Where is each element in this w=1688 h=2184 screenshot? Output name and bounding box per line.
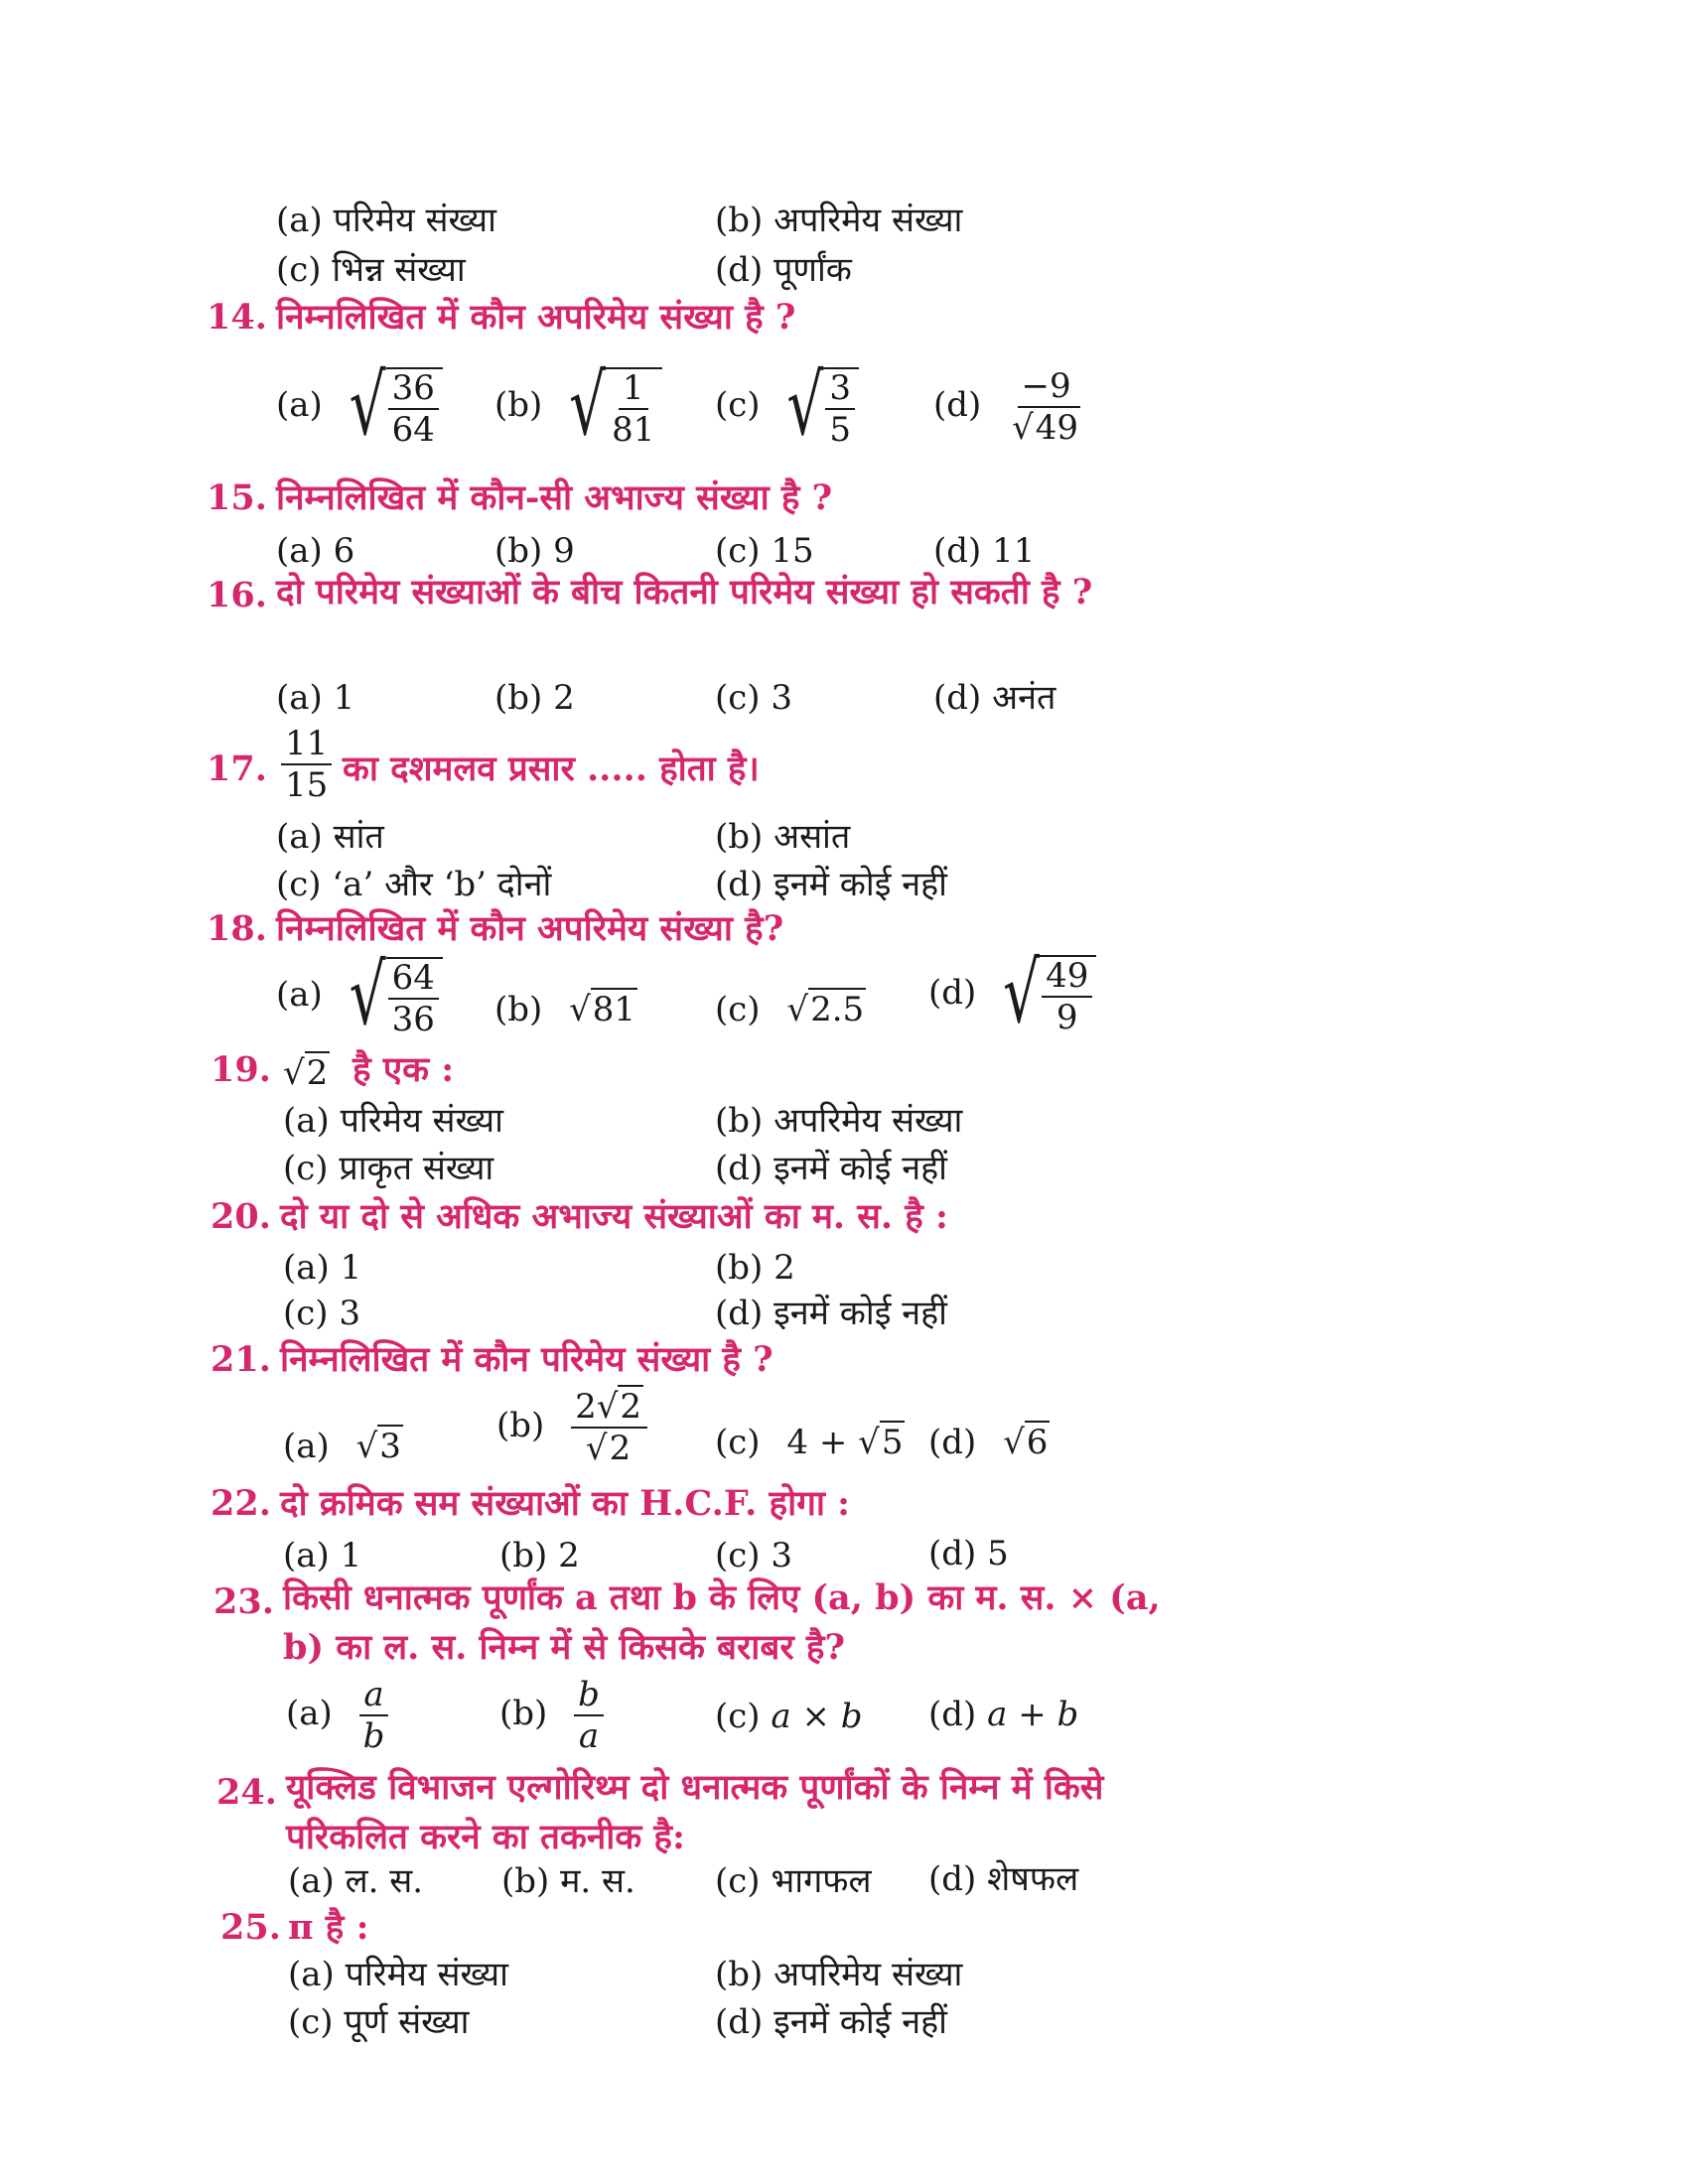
question-text: π है : <box>288 1907 369 1948</box>
denominator: 15 <box>285 765 329 805</box>
numerator: 49 <box>1042 959 1092 998</box>
question-number: 19. <box>211 1049 271 1090</box>
question-number: 16. <box>207 575 267 615</box>
option-a: (a) सांत <box>276 817 384 857</box>
denominator: a <box>578 1716 600 1756</box>
root-expression: √2 <box>283 1053 329 1093</box>
option-a: (a) परिमेय संख्या <box>288 1955 508 1994</box>
numerator: 1 <box>619 371 648 410</box>
question-text: का दशमलव प्रसार ..... होता है। <box>343 749 760 789</box>
option-c: (c) पूर्ण संख्या <box>288 2002 470 2042</box>
option-a: (a) √ $\frac{64}{36}$ <box>276 957 443 1036</box>
denominator-radicand: 2 <box>609 1429 632 1468</box>
question-number: 17. <box>207 749 267 789</box>
option-d: (d) इनमें कोई नहीं <box>715 1294 947 1333</box>
question-number: 14. <box>207 297 267 338</box>
option-b: (b) असांत <box>715 817 851 857</box>
numerator: −9 <box>1018 369 1075 408</box>
option-d: (d) √ $\frac{49}{9}$ <box>928 955 1096 1034</box>
option-a: (a) परिमेय संख्या <box>283 1101 503 1141</box>
option-d: (d) शेषफल <box>928 1859 1079 1899</box>
numerator: 36 <box>388 371 439 410</box>
denominator: 36 <box>391 1000 435 1039</box>
option-b: (b) √ $\frac{1}{81}$ <box>494 367 662 447</box>
question-number: 24. <box>216 1772 277 1813</box>
numerator: 11 <box>281 727 332 765</box>
question-text: निम्नलिखित में कौन अपरिमेय संख्या है? <box>276 908 784 949</box>
option-label: (b) <box>496 1406 545 1445</box>
denominator: 64 <box>391 410 435 450</box>
option-label: (c) <box>715 1423 761 1462</box>
option-d: (d) इनमें कोई नहीं <box>715 2002 947 2042</box>
option-b: (b) म. स. <box>501 1861 635 1901</box>
numerator-radicand: 2 <box>620 1387 642 1427</box>
numerator: a <box>359 1678 387 1716</box>
option-a: (a) 1 <box>276 678 355 718</box>
option-label: (a) <box>286 1694 333 1733</box>
option-b: (b) अपरिमेय संख्या <box>715 1101 963 1141</box>
question-text: निम्नलिखित में कौन-सी अभाज्य संख्या है ? <box>276 478 833 518</box>
option-a: (a) √3 <box>283 1427 401 1466</box>
denominator: 5 <box>829 410 851 450</box>
option-a: (a) 1 <box>283 1536 362 1575</box>
option-c: (c) 3 <box>283 1294 361 1333</box>
option-label: (d) <box>933 385 982 425</box>
option-label: (c) <box>715 1697 761 1736</box>
radicand: 5 <box>881 1423 904 1462</box>
option-a: (a) परिमेय संख्या <box>276 201 496 240</box>
option-label: (a) <box>276 975 323 1015</box>
question-number: 25. <box>220 1907 281 1948</box>
option-label: (b) <box>494 385 543 425</box>
option-label: (c) <box>715 990 761 1029</box>
question-number: 20. <box>211 1196 271 1237</box>
option-b: (b) √81 <box>494 990 636 1029</box>
question-text: दो परिमेय संख्याओं के बीच कितनी परिमेय संख्या हो सकती है ? <box>276 572 1093 613</box>
question-text: है एक : <box>352 1049 455 1090</box>
option-a: (a) 6 <box>276 531 355 571</box>
numerator: 3 <box>825 371 855 410</box>
option-d: (d) इनमें कोई नहीं <box>715 865 947 904</box>
denominator: 9 <box>1055 998 1078 1037</box>
numerator: 64 <box>388 961 439 1000</box>
question-number: 18. <box>207 908 267 949</box>
radicand: 3 <box>379 1427 401 1466</box>
option-d: (d) इनमें कोई नहीं <box>715 1149 947 1188</box>
option-c: (c) प्राकृत संख्या <box>283 1149 494 1188</box>
denominator: b <box>362 1716 385 1756</box>
option-a: (a) 1 <box>283 1248 362 1288</box>
option-b: (b) 9 <box>494 531 575 571</box>
prefix: 4 + <box>786 1423 848 1462</box>
option-d: (d) अनंत <box>933 678 1056 718</box>
option-label: (a) <box>283 1427 330 1466</box>
option-label: (c) <box>715 385 761 425</box>
radicand: 2 <box>306 1053 329 1093</box>
option-label: (b) <box>494 990 543 1029</box>
denominator: 81 <box>612 410 655 450</box>
option-c: (c) 3 <box>715 1536 793 1575</box>
option-c: (c) ‘a’ और ‘b’ दोनों <box>276 865 552 904</box>
question-text: यूक्लिड विभाजन एल्गोरिथ्म दो धनात्मक पूर्णांकों के निम्न में किसे परिकलित करने का तकनीक है: <box>286 1767 1104 1857</box>
option-label: (d) <box>928 1423 977 1462</box>
option-c: (c) 3 <box>715 678 793 718</box>
option-b: (b) अपरिमेय संख्या <box>715 1955 963 1994</box>
option-label: (a) <box>276 385 323 425</box>
denominator-radicand: 49 <box>1035 408 1079 448</box>
expression: a × b <box>771 1697 863 1736</box>
question-number: 15. <box>207 478 267 518</box>
question-text: दो क्रमिक सम संख्याओं का H.C.F. होगा : <box>280 1483 851 1524</box>
option-c: (c) 4 + √5 <box>715 1423 904 1462</box>
option-d: (d) 5 <box>928 1534 1009 1573</box>
question-text: किसी धनात्मक पूर्णांक a तथा b के लिए (a, b) का म. स. × (a, b) का ल. स. निम्न में से किसके बराबर है? <box>283 1577 1161 1668</box>
option-b: (b) 2 <box>494 678 575 718</box>
question-text: निम्नलिखित में कौन अपरिमेय संख्या है ? <box>276 297 796 338</box>
option-label: (b) <box>499 1694 548 1733</box>
coefficient: 2 <box>575 1387 597 1427</box>
numerator: b <box>574 1678 604 1716</box>
expression: a + b <box>987 1695 1079 1734</box>
radicand: 6 <box>1026 1423 1049 1462</box>
option-c: (c) 15 <box>715 531 814 571</box>
option-d: (d) 11 <box>933 531 1036 571</box>
option-c: (c) भागफल <box>715 1861 872 1901</box>
option-d: (d) पूर्णांक <box>715 250 852 290</box>
option-d: (d) √6 <box>928 1423 1049 1462</box>
option-label: (d) <box>928 1695 977 1734</box>
question-number: 22. <box>211 1483 271 1524</box>
question-text: निम्नलिखित में कौन परिमेय संख्या है ? <box>280 1339 774 1380</box>
radicand: 81 <box>592 990 636 1029</box>
question-text: दो या दो से अधिक अभाज्य संख्याओं का म. स. है : <box>280 1196 948 1237</box>
option-c: (c) √ $\frac{3}{5}$ <box>715 367 859 447</box>
option-b: (b) अपरिमेय संख्या <box>715 201 963 240</box>
option-b: (b) $\frac{2√2}{√2}$ <box>496 1390 647 1465</box>
question-number: 23. <box>213 1581 274 1622</box>
option-label: (d) <box>928 973 977 1013</box>
radicand: 2.5 <box>810 990 865 1029</box>
option-b: (b) 2 <box>715 1248 795 1288</box>
question-number: 21. <box>211 1339 271 1380</box>
option-b: (b) 2 <box>499 1536 580 1575</box>
option-d: (d) $\frac{-9}{√49}$ <box>933 366 1079 448</box>
option-c: (c) भिन्न संख्या <box>276 250 466 290</box>
option-c: (c) √2.5 <box>715 990 865 1029</box>
option-a: (a) √ $\frac{36}{64}$ <box>276 367 443 447</box>
option-a: (a) ल. स. <box>288 1861 424 1901</box>
